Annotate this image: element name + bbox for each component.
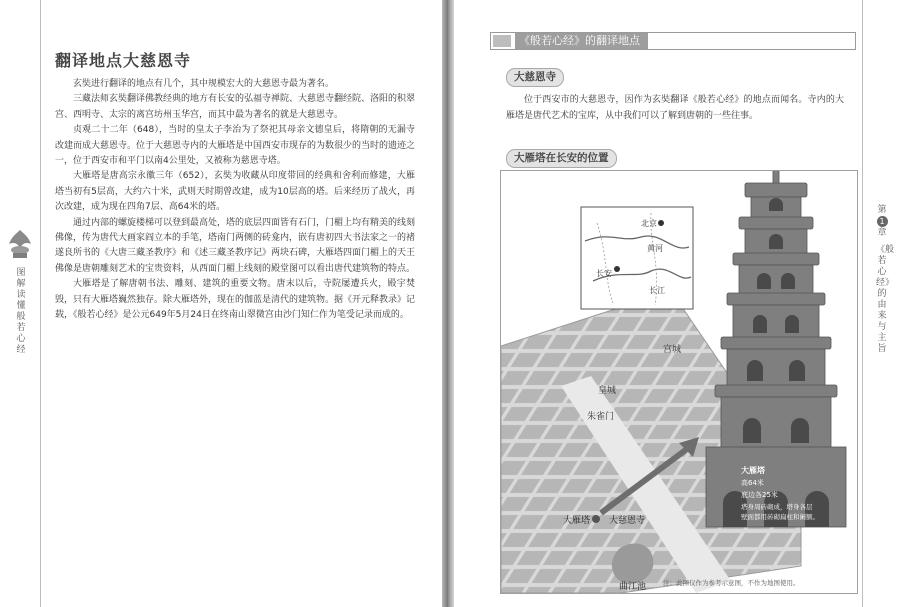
changan-map-figure [500,170,858,594]
section1-badge: 大慈恩寺 [506,68,564,87]
paragraph: 通过内部的螺旋楼梯可以登到最高处，塔的底层四面皆有石门，门楣上均有精美的线刻佛像，传为唐代大画家阎立本的手笔，塔南门两侧的砖龛内，嵌有唐初四大书法家之一的褚遂良所书的《大唐三藏圣教序》和《述三藏圣教序记》两块石碑，大雁塔四面门楣上的天王佛像是唐朝雕刻艺术的宝贵资料，从西面门楣上线刻的殿堂图可以看出唐代建筑物的特点。 [55,217,416,274]
city-map-illustration [501,171,857,593]
tower-desc: 壁面都用砖砌扁柱和阑额。 [741,513,819,521]
left-page [0,0,442,607]
dayanta-marker [592,515,600,523]
paragraph: 贞观二十二年（648），当时的皇太子李治为了祭祀其母亲文德皇后，将隋朝的无漏寺改建而成大慈恩寺。位于大慈恩寺内的大雁塔是中国西安市现存的为数很少的当时的遗迹之一，位于西安市和平门以南4公里处，又被称为慈恩寺塔。 [55,125,416,167]
paragraph: 大雁塔是了解唐朝书法、雕刻、建筑的重要文物。唐末以后，寺院屡遭兵火，殿宇焚毁，只有大雁塔巍然独存。除大雁塔外，现在的伽蓝是清代的建筑物。据《开元释教录》记载，《般若心经》是公元649年5月24日在终南山翠微宫由沙门知仁作为笔受记录而成的。 [55,279,416,321]
map-label: 曲江池 [619,582,647,592]
section-header-bar [490,32,856,50]
book-gutter [442,0,454,607]
section-header-title: 《般若心经》的翻译地点 [515,33,648,49]
map-label: 北京 [641,219,657,228]
china-inset-map [581,207,693,309]
paragraph: 三藏法师玄奘翻译佛教经典的地方有长安的弘福寺禅院、大慈恩寺翻经院、洛阳的积翠宫、西明寺、太宗的离宫坊州玉华宫，而其中最为著名的就是大慈恩寺。 [55,94,416,120]
chapter-prefix: 第 [877,205,887,215]
tower-base: 底边各25米 [741,491,778,499]
map-label: 长江 [649,286,665,295]
tower-name: 大雁塔 [741,466,765,475]
section1-text [506,92,844,124]
paragraph: 大雁塔是唐高宗永徽三年（652），玄奘为收藏从印度带回的经典和舍利而修建，大雁塔当初有5层高，大约六十米，武则天时期曾改建，成为10层高的塔。后来经历了战火，再次改建，成为现在四角7层、高64米的塔。 [55,171,415,213]
left-body-text [55,77,415,324]
paragraph: 玄奘进行翻译的地点有几个，其中规模宏大的大慈恩寺最为著名。 [73,79,335,89]
map-label: 长安 [596,269,612,278]
paragraph: 位于西安市的大慈恩寺，因作为玄奘翻译《般若心经》的地点而闻名。寺内的大雁塔是唐代艺术的宝库，从中我们可以了解到唐朝的一些往事。 [506,95,844,121]
chapter-suffix: 章 [877,228,887,238]
tower-height: 高64米 [741,479,764,487]
chapter-number-badge: 1 [877,216,888,227]
page-title: 翻译地点大慈恩寺 [55,51,192,70]
map-label: 宫城 [663,345,682,355]
left-margin-strip [0,0,41,607]
right-page [454,0,900,607]
right-margin-strip [862,0,900,607]
chapter-side-label [876,205,895,355]
section2-badge: 大雁塔在长安的位置 [506,149,617,168]
map-label: 黄河 [647,244,663,253]
map-label: 朱雀门 [587,412,615,422]
great-wild-goose-pagoda [706,171,846,527]
map-label: 大雁塔 [563,516,591,526]
right-side-running-title: 《般若心经》的由来与主旨 [876,245,895,354]
map-note: 注：此图仅作为参考示意图，不作为地图使用。 [663,579,800,587]
left-side-running-title: 图解读懂般若心经 [16,268,26,355]
beijing-marker [658,220,664,226]
changan-marker [614,266,620,272]
header-box-icon [493,35,511,47]
buddha-ornament-icon [6,228,34,260]
tower-desc: 塔身周砖砌成，塔身各层 [741,503,813,511]
map-label: 大慈恩寺 [609,516,646,526]
map-label: 皇城 [598,386,617,396]
